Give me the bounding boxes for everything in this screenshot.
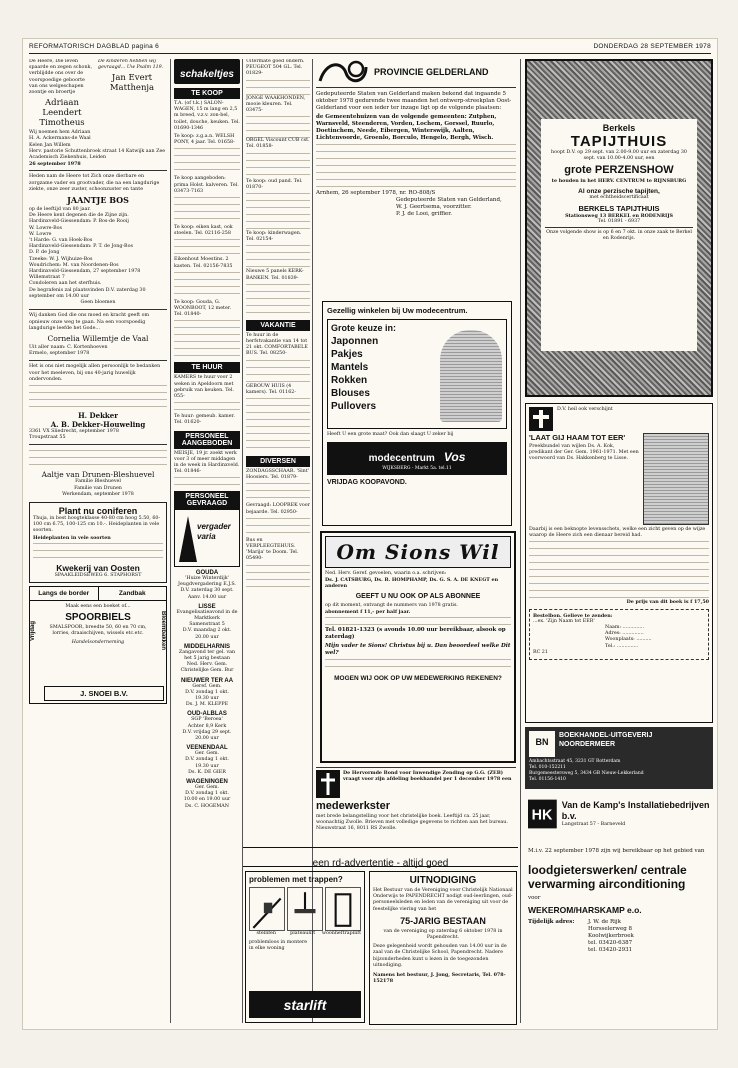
- ad: Bus en VERPLEEGTEHUIS. 'Marija' te Doom. Tel. 05490-: [246, 537, 299, 562]
- spoorbiels-info: SMALSPOOR, breedte 50, 60 en 70 cm, lorries, draaischijven, wissels etc.etc.: [49, 625, 147, 637]
- obituary-row: Hardinxveld-Giessendam: P. T. de Jong-Bos: [29, 244, 133, 250]
- vergader-entry-line: 20.00 uur: [195, 634, 219, 640]
- schakeltjes-title: schakeltjes: [180, 69, 234, 80]
- berkels-footer: Onze volgende show is op 6 en 7 okt. in onze zaak te Berkel en Rodenrijs.: [545, 227, 693, 242]
- thanks-2-name: H. Dekker: [78, 410, 118, 420]
- berkels-date: hoopt D.V. op 29 sept. van 2.00-9.00 uur en zaterdag 30 sept. van 10.00-4.00 uur, een: [551, 150, 687, 162]
- spoorbiels-side-label: Vrijdag: [30, 620, 36, 641]
- vergader-entry-place: NIEUWER TER AA: [180, 677, 234, 684]
- ad: GEBOUW HUIS (4 kamers). Tel. 01162-: [246, 383, 296, 395]
- berkels-firm: BERKELS TAPIJTHUIS: [578, 203, 660, 213]
- noordermeer-ad: [525, 727, 713, 789]
- vergader-entry-line: D.V. zondag 1 okt.: [185, 757, 229, 763]
- uitnodiging-body: Het Bestuur van de Vereniging voor Christelijk Nationaal Onderwijs te PAPENDRECHT nodigt oud-leerlingen, oud-personeelsleden en leden van de vereniging uit voor de feestelijke viering van het: [373, 888, 513, 912]
- birth-notice-name-2: Jan Evert Matthenja: [109, 73, 155, 94]
- vergader-varia-logo: [174, 509, 240, 567]
- birth-row: 26 september 1978: [29, 161, 81, 168]
- berkels-place: te houden in het HERV. CENTRUM te RIJNSBURG: [551, 178, 687, 185]
- modecentrum-logo: [327, 442, 507, 475]
- thanks-text: Wij danken God die ons moed en kracht geeft om opnieuw onze weg te gaan. Na een voorspoedig langdurige leefde het Gode...: [29, 313, 150, 331]
- modecentrum-logo-brand: Vos: [443, 450, 466, 465]
- column-rule: [170, 59, 171, 1023]
- header-rule: [29, 53, 711, 54]
- birth-row: Wij noemen hem Adriaan: [29, 130, 91, 136]
- modecentrum-footer: VRIJDAG KOOPAVOND.: [327, 479, 407, 487]
- medewerkster-title: medewerkster: [316, 800, 390, 812]
- sions-wil-price: abonnement f 11,- per half jaar.: [325, 608, 411, 615]
- vergader-entry-line: Achter 8,9 Kerk: [187, 723, 227, 729]
- vergader-entry-place: VEENENDAAL: [186, 745, 228, 752]
- schakeltjes-banner: [174, 59, 240, 84]
- van-de-kamp-service: loodgieterswerken/ centrale verwarming airconditioning: [528, 863, 687, 891]
- plant-ad-title: Plant nu coniferen: [58, 505, 138, 516]
- spoorbiels-brand: SPOORBIELS: [65, 612, 131, 624]
- section-te-huur: TE HUUR: [174, 362, 240, 373]
- vergader-entry: [174, 678, 240, 709]
- vergader-entry-line: 10.00 en 19.00 uur: [183, 797, 231, 803]
- bond-logo-icon: [316, 770, 340, 798]
- mode-item: Japonnen: [331, 336, 379, 347]
- family-notices-column: [29, 59, 167, 1023]
- sions-wil-quote: Mijn vader te Sions! Christus bij u. Dan beoordeel welke Dit wel?: [325, 643, 511, 657]
- model-photo: [440, 330, 502, 422]
- spoorbiels-side-label-2: Bloembakken: [160, 611, 166, 651]
- noordermeer-address: Ambachtsstraat 45, 3231 GT Rotterdam: [529, 759, 621, 764]
- vergader-entry-line: 19.30 uur: [195, 763, 219, 769]
- van-de-kamp-address-line: tel. 03420-2931: [588, 947, 633, 953]
- rd-strip-text: een rd-advertentie - altijd goed: [312, 858, 449, 869]
- vergader-entry-line: Ds. C. HOGEMAN: [185, 803, 229, 809]
- order-form-phone[interactable]: Tel.: ..............: [605, 643, 639, 649]
- section-personeel-aangeboden: PERSONEEL AANGEBODEN: [174, 431, 240, 449]
- book-ad: [525, 403, 713, 723]
- mode-item: Rokken: [331, 375, 368, 386]
- sions-wil-body: op dit moment, ontvangt de nummers van 1978 gratis.: [325, 602, 458, 608]
- ad: ZONDAGSSCHAAR. 'Sint' Hoosiers. Tel. 01879-: [246, 469, 310, 481]
- vergader-entry: [174, 570, 240, 601]
- provincie-body: Gedeputeerde Staten van Gelderland maken bekend dat ingaande 5 oktober 1978 gedurende twee maanden het ontwerp-streekplan Oost-Gelderland voor een ieder ter inzage ligt op de volgende plaatsen:: [316, 91, 512, 111]
- ad: Te huur in de herfstvakantie van 14 tot 21 okt. COMFORTABELE BUS. Tel. 08250-: [246, 332, 308, 357]
- thanks-3-row: Werkendam, september 1978: [62, 491, 134, 497]
- birth-notice-text: De Heere, Die leven spaarde en zegen schonk, verblijdde ons over de voorspoedige geboorte van ons welgeschapen zoontje en broertje: [29, 59, 92, 96]
- provincie-ad: [316, 59, 516, 297]
- uitnodiging-body2: Deze gelegenheid wordt gehouden van 14.00 uur in de zaal van de Christelijke School, Papendrecht. Nadere bijzonderheden kunt u lezen in de toegezonden uitnodiging.: [373, 944, 507, 968]
- van-de-kamp-address-line: Horsselerweg 8: [588, 926, 633, 932]
- vergader-entry-line: Aanv. 14.00 uur: [187, 594, 227, 600]
- berkels-title: TAPIJTHUIS: [570, 133, 668, 150]
- obituary-row: Woudrichem: M. van Noordenen-Bos: [29, 262, 119, 268]
- provincie-list: de Gemeentehuizen van de volgende gemeenten: Zutphen, Warnsveld, Steenderen, Vorden, Lochem, Gorssel, Ruurlo, Doetinchem, Neede, Eibergen, Winterswijk, Aalten, Lichtenvoorde, Groenlo, Borculo, Hengelo, Bergh, Wisch.: [316, 114, 497, 141]
- berkels-brand: Berkels: [602, 123, 636, 133]
- obituary-row: W. Lowre-Bos: [29, 225, 62, 231]
- sions-wil-footer: MOGEN WIJ OOK OP UW MEDEWERKING REKENEN?: [334, 675, 502, 683]
- medewerkster-body: met brede belangstelling voor het christelijke boek. Leeftijd ca. 25 jaar, woonachtig Zwolle. Brieven met volledige gegevens te richten aan het bureau. Nieuwstraat 16, 8011 RS Zwolle.: [316, 814, 508, 832]
- van-de-kamp-ad: [525, 795, 713, 1025]
- vergader-entry-line: Zangavond ter gel. van: [178, 649, 236, 655]
- provincie-footer: Arnhem, 26 september 1978, nr. RO-808/S: [316, 190, 436, 196]
- provincie-signature-line: W. J. Geertsema, voorzitter.: [396, 204, 472, 210]
- section-vakantie: VAKANTIE: [246, 320, 310, 331]
- medewerkster-intro: De Hervormde Bond voor Inwendige Zending op G.G. (ZEB) vraagt voor zijn afdeling boekhandel per 1 december 1978 een: [343, 770, 512, 783]
- vergader-entry-line: Ds. J. M. KLEPPE: [185, 702, 229, 708]
- plant-ad-body: Thuja, in best hoogteklasse 40-80 cm hoog 5.50, 60-100 cm 6.75, 100-125 cm 10.-. Heideplanten in vele soorten.: [33, 515, 161, 534]
- provincie-title: PROVINCIE GELDERLAND: [374, 67, 489, 77]
- stairlift-drawing: [249, 887, 285, 931]
- vergader-entry-line: Ned. Herv. Gem.: [186, 662, 228, 668]
- homelift-label: woonheftrapllift: [321, 931, 362, 936]
- thanks-name: Cornelia Willemtje de Vaal: [47, 333, 149, 343]
- mode-item: Mantels: [331, 362, 369, 373]
- book-body: Preekbundel van wijlen Ds. A. Kok, predikant der Ger. Gem. 1961-1971. Met een voorwoord van Ds. Hakkenberg te Lisse.: [529, 444, 639, 462]
- svg-text:HK: HK: [531, 807, 553, 824]
- ad: T.A. (of t.k.) SALON-WAGEN, 15 m lang en 2,5 m breed, v.z.v. zon-bel, toilet, douche, keuken. Tel. 01690-1346: [174, 101, 240, 131]
- mode-item: Pullovers: [331, 401, 377, 412]
- sions-wil-phone: Tel. 01821-1323 (s avonds 10.00 uur bereikbaar, alsook op zaterdag): [325, 627, 506, 641]
- vergader-entry-place: OUD-ALBLAS: [187, 711, 227, 718]
- berkels-sub2: met echtheidscertificaat: [589, 194, 649, 200]
- starlift-brand: starlift: [283, 997, 327, 1013]
- thanks-row: Ermelo, september 1978: [29, 351, 90, 357]
- ad: Eikenhout Moestins. 2 kasten. Tel. 02156-7835: [174, 257, 233, 269]
- cross-icon: [529, 407, 553, 431]
- homelift-drawing: [325, 887, 361, 931]
- spoorbiels-firm: J. SNOEI B.V.: [44, 686, 164, 701]
- thanks-2-row: 3361 VX Sliedrecht, september 1978: [29, 428, 119, 434]
- vergader-entry-place: LISSE: [198, 603, 216, 610]
- vergader-entry-line: het 5 jarig bestaan: [184, 656, 230, 662]
- obituary-row: W. Lowre: [29, 231, 52, 237]
- ad: Te koop aangeboden: prima Holst. kalveren. Tel. 03473-7163: [174, 176, 239, 194]
- ad: Uitermate goed onderh. PEUGEOT 504 GL. Tel. 01829-: [246, 59, 305, 77]
- starlift-ad: [245, 871, 365, 1023]
- book-body2: Daarbij is een beknopte levensschets, welke een zicht geven op de wijze waarop de Heere zich een dienaar bereid had.: [529, 527, 706, 539]
- vergader-entry-line: 20.00 uur: [195, 736, 219, 742]
- spoorbiels-right-label: Zandbak: [118, 589, 146, 597]
- van-de-kamp-address-line: tel. 03420-6387: [588, 940, 633, 946]
- provincie-signature-line: Gedeputeerde Staten van Gelderland,: [396, 197, 502, 203]
- order-form-title: Bestelbon. Gelieve te zenden:: [533, 612, 613, 619]
- birth-notice-name: Adriaan Leendert Timotheus: [39, 98, 85, 129]
- thanks-3-row: Familie Bleshuevel: [75, 479, 121, 485]
- van-de-kamp-address-line: Koolwijkerbroek: [588, 933, 634, 939]
- vergader-entry-line: Evangelisatieavond in de Marktkerk: [176, 609, 238, 622]
- ad: Te huur: gemeub. kamer. Tel. 01620-: [174, 414, 235, 426]
- order-form-address[interactable]: Adres: ..............: [605, 631, 644, 637]
- ad: MEISJE, 19 jr. zoekt werk voor 3 of meer middagen in de week in Hardinxveld. Tel. 01846-: [174, 450, 240, 475]
- uitnodiging-footer: Namens het bestuur, J. Jong, Secretaris, Tel. 078-152178: [373, 972, 506, 985]
- van-de-kamp-body: M.i.v. 22 september 1978 zijn wij bereikbaar op het gebied van: [528, 848, 705, 854]
- obituary-text: Heden nam de Heere tot Zich onze dierbare en zorgzame vader en grootvader, die na een langdurige ziekte, onze zeer zuster, schoonzuster en tante: [29, 174, 160, 192]
- ad: Te koop: Gouda, G. WOONBOOT, 12 meter. Tel. 01840-: [174, 299, 232, 318]
- uitnodiging-sub2: van de vereniging op zaterdag 6 oktober 1978 in Papendrecht.: [383, 928, 503, 941]
- obituary-row: D. P. de Jong: [29, 250, 60, 256]
- sions-wil-title: Om Sions Wil: [336, 540, 500, 564]
- noordermeer-address: Tel. 01156-1410: [529, 777, 566, 782]
- platformlift-drawing: [287, 887, 323, 931]
- sions-wil-offer: GEEFT U NU OOK OP ALS ABONNEE: [355, 592, 481, 600]
- header-left: REFORMATORISCH DAGBLAD pagina 6: [29, 43, 160, 50]
- ad: Nieuwe 5 panels KERK-BANKEN. Tel. 01839-: [246, 269, 304, 281]
- obituary-row: De begrafenis zal plaatsvinden D.V. zaterdag 30 september om 14.00 uur: [29, 287, 146, 299]
- vergader-entry: [174, 604, 240, 641]
- book-price: De prijs van dit boek is f 17,50: [626, 599, 709, 606]
- spoorbiels-intro: Maak eens een boeket of...: [65, 603, 131, 609]
- noordermeer-logo-icon: BN: [529, 731, 555, 757]
- spoorbiels-ad: [29, 586, 167, 704]
- ad: ORGEL Viscount CUB cst. Tel. 01858-: [246, 138, 310, 150]
- mode-item: Blouses: [331, 388, 370, 399]
- obituary-row: Willemstraat 7: [29, 275, 65, 281]
- starlift-headline: problemen met trappen?: [249, 875, 343, 884]
- vergader-entry-place: MIDDELHARNIS: [184, 643, 230, 650]
- stairlift-label: stellifen: [256, 931, 276, 936]
- order-form-code: RC 21: [533, 649, 548, 655]
- obituary-row: Tzeeke: W. J. Wijhuize-Bos: [29, 256, 93, 262]
- section-te-koop: TE KOOP: [174, 88, 240, 99]
- obituary-row: Condoleren aan het sterfhuis.: [29, 281, 102, 287]
- provincie-signature: [396, 197, 516, 218]
- modecentrum-note: Heeft U een grote maat? Ook dan slaagt U zeker bij: [327, 432, 454, 437]
- modecentrum-intro: Grote keuze in:: [331, 323, 397, 333]
- header-right: DONDERDAG 28 SEPTEMBER 1978: [593, 43, 711, 50]
- ad: Te koop: z.g.a.n. WELSH PONY, 4 jaar. Tel. 01658-: [174, 134, 235, 146]
- thanks-2-row: Troupstraat 55: [29, 435, 66, 441]
- vergader-entry-line: Samenstraat 5: [189, 622, 225, 628]
- obituary-name: JAANTJE BOS: [67, 195, 129, 206]
- vergader-entry-line: Ger. Gem.: [194, 785, 220, 791]
- thanks-row: Uit aller naam: C. Kortenhoeven: [29, 344, 108, 350]
- berkels-address: Stationsweg 13 BERKEL en RODENRIJS: [565, 212, 673, 219]
- vergader-entry-line: D.V. zondag 1 okt.: [185, 689, 229, 695]
- plant-ad-sub: Heideplanten in vele soorten: [33, 534, 111, 541]
- vergader-entry-line: D.V. zaterdag 30 sept.: [180, 588, 234, 594]
- order-form: [529, 609, 709, 660]
- vergader-entry-place: WAGENINGEN: [186, 779, 228, 786]
- modecentrum-address: WIJKSBERG - Markt 5a. tel.11: [382, 466, 452, 472]
- vergader-entry-line: Jeugdvergadering E.J.S.: [178, 582, 236, 588]
- order-form-city[interactable]: Woonplaats: ..........: [605, 637, 652, 643]
- book-title: 'LAAT GIJ HAAM TOT EER': [529, 433, 626, 442]
- noordermeer-address: Burgemeestersweg 5, 3434 GB Nieuw-Lekkerland: [529, 771, 644, 776]
- van-de-kamp-firm: WEKEROM/HARSKAMP e.o.: [528, 905, 642, 915]
- thanks-3-row: Familie van Drunen: [74, 485, 122, 491]
- ad: Te koop: kinderwagen. Tel. 02154-: [246, 231, 302, 243]
- column-rule: [520, 59, 521, 1023]
- portrait-photo: [643, 433, 709, 525]
- birth-row: Herv. pastorie Schuttenbroek straat 14 Katwijk aan Zee: [29, 148, 166, 154]
- berkels-phone: Tel. 01891 - 6937: [597, 219, 641, 225]
- provincie-logo-icon: [316, 59, 370, 85]
- mode-item: Pakjes: [331, 349, 363, 360]
- plant-ad-firm: Kwekerij van Oosten: [56, 562, 140, 573]
- plant-ad: [29, 502, 167, 583]
- starlift-note: problemloos in montere in elke woning: [249, 940, 308, 952]
- newspaper-page: [22, 38, 718, 1030]
- order-form-name[interactable]: Naam: ..............: [605, 625, 644, 631]
- van-de-kamp-address-label: Tijdelijk adres:: [528, 919, 575, 925]
- vergader-entry-line: D.V. maandag 2 okt.: [182, 628, 232, 634]
- vergader-entry-line: Christelijke Gem. Bur: [180, 668, 234, 674]
- plant-ad-address: SPAAKLEIDSEWEG 6. STAPHORST: [54, 572, 142, 578]
- noordermeer-address: Tel. 010-152211: [529, 765, 566, 770]
- rd-strip: [243, 847, 518, 867]
- birth-notice-quote: De kinderen hebben wij gevraagd... Uw Psalm 119.: [98, 59, 164, 71]
- section-diversen: DIVERSEN: [246, 456, 310, 467]
- ad: JONGE WAAKHONDEN, mooie kleuren. Tel. 03475-: [246, 95, 306, 114]
- van-de-kamp-logo-icon: [528, 798, 557, 830]
- ad: Te koop: eiken kast, ook stoelen. Tel. 02116-258: [174, 225, 233, 237]
- birth-row: Academisch Ziekenhuis, Leiden: [29, 155, 107, 161]
- provincie-signature-line: P. J. de Looi, griffier.: [396, 211, 453, 217]
- vergader-entry-line: 'Huize Winterdijk': [185, 576, 229, 581]
- spoorbiels-sub: Handelsonderneming: [71, 639, 125, 645]
- van-de-kamp-address: Langstraat 57 - Barneveld: [561, 821, 626, 827]
- birth-row: H. A. Ackermans-de Waal: [29, 136, 91, 142]
- medewerkster-ad: [316, 767, 516, 847]
- vergader-varia-column: [174, 509, 240, 1023]
- spoorbiels-left-label: Langs de border: [30, 587, 99, 600]
- column-rule: [242, 59, 243, 1023]
- vergader-entry-line: D.V. vrijdag 29 sept.: [182, 729, 232, 735]
- section-personeel-gevraagd: PERSONEEL GEVRAAGD: [174, 491, 240, 509]
- thanks-3-name: Aaltje van Drunen-Bleshuevel: [41, 470, 155, 480]
- thanks-2-name-b: A. B. Dekker-Houweling: [50, 419, 146, 429]
- noordermeer-name: BOEKHANDEL-UITGEVERIJ NOORDERMEER: [559, 732, 653, 748]
- uitnodiging-title: UITNODIGING: [409, 875, 477, 886]
- sions-wil-line1: Ned. Herv. Geref. gevoelen, waarin o.a. schrijven:: [325, 571, 447, 576]
- obituary-row: Geen bloemen: [80, 300, 116, 306]
- thanks-2-text: Het is ons niet mogelijk allen persoonlijk te bedanken voor het meeleven, bij ons 40-jarig huwelijk ondervonden.: [29, 364, 161, 382]
- vergader-entry-line: SGP 'Beroea': [191, 717, 223, 723]
- vergader-entry-line: Geref. Gem.: [192, 683, 222, 689]
- berkels-sub: Al onze perzische tapijten,: [578, 187, 660, 195]
- vergader-varia-title: vergader varia: [197, 522, 231, 541]
- vergader-entry: [174, 711, 240, 742]
- ad: Te koop: oud pand. Tel. 01870-: [246, 178, 303, 190]
- obituary-row: Hardinxveld-Giessendam: P. Bos-de Rooij: [29, 219, 129, 225]
- order-form-line: ...ex. 'Zijn Naam tot EER': [533, 618, 595, 624]
- berkels-ad: [525, 59, 713, 397]
- vergader-entry-place: GOUDA: [195, 570, 219, 576]
- modecentrum-headline: Gezellig winkelen bij Uw modecentrum.: [327, 306, 468, 315]
- vergader-list: [174, 570, 240, 810]
- obituary-row: De Heere kent degenen die de Zijne zijn.: [29, 213, 129, 219]
- book-top: D.V. heil ook verschijnt: [557, 407, 613, 412]
- sions-wil-ad: [320, 531, 516, 763]
- vergader-entry-line: Ds. K. DE GIER: [188, 769, 226, 775]
- vergader-entry: [174, 779, 240, 810]
- obituary-row: op de leeftijd van 80 jaar.: [29, 207, 91, 213]
- van-de-kamp-voor: voor: [528, 895, 541, 901]
- obituary-rows: [29, 207, 167, 306]
- sions-wil-line2: Ds. J. CATSBURG, Ds. B. HOMPHAMP, Ds. G. S. A. DE KNEGT en anderen: [325, 577, 499, 590]
- vergader-entry-line: D.V. zondag 1 okt.: [185, 791, 229, 797]
- ad: KAMERS te huur voor 2 weken in Apeldoorn met gebruik van keuken. Tel. 055-: [174, 375, 234, 400]
- birth-rows: [29, 130, 167, 167]
- modecentrum-logo-text: modecentrum: [368, 453, 435, 465]
- ad: Gevraagd: LOOPREK voor bejaarde. Tel. 02950-: [246, 503, 310, 515]
- platformlift-label: plateaulift: [290, 931, 316, 936]
- modecentrum-ad: [322, 301, 512, 526]
- berkels-sale: grote PERZENSHOW: [564, 164, 674, 177]
- starlift-logo: [249, 991, 361, 1018]
- van-de-kamp-address-line: J. W. de Rijk: [588, 919, 621, 925]
- vergader-entry: [174, 644, 240, 675]
- uitnodiging-sub: 75-JARIG BESTAAN: [400, 915, 486, 926]
- obituary-row: Hardinxveld-Giessendam, 27 september 1978: [29, 269, 141, 275]
- uitnodiging-ad: [369, 871, 517, 1025]
- obituary-row: 't Harde: G. van Hoek-Bos: [29, 238, 93, 244]
- vergader-entry: [174, 745, 240, 776]
- vergader-entry-line: Ger. Gem.: [194, 751, 220, 757]
- birth-row: Kelen Jan Willem: [29, 142, 71, 148]
- van-de-kamp-name: Van de Kamp's Installatiebedrijven b.v.: [561, 799, 710, 821]
- vergader-entry-line: 19.30 uur: [195, 696, 219, 702]
